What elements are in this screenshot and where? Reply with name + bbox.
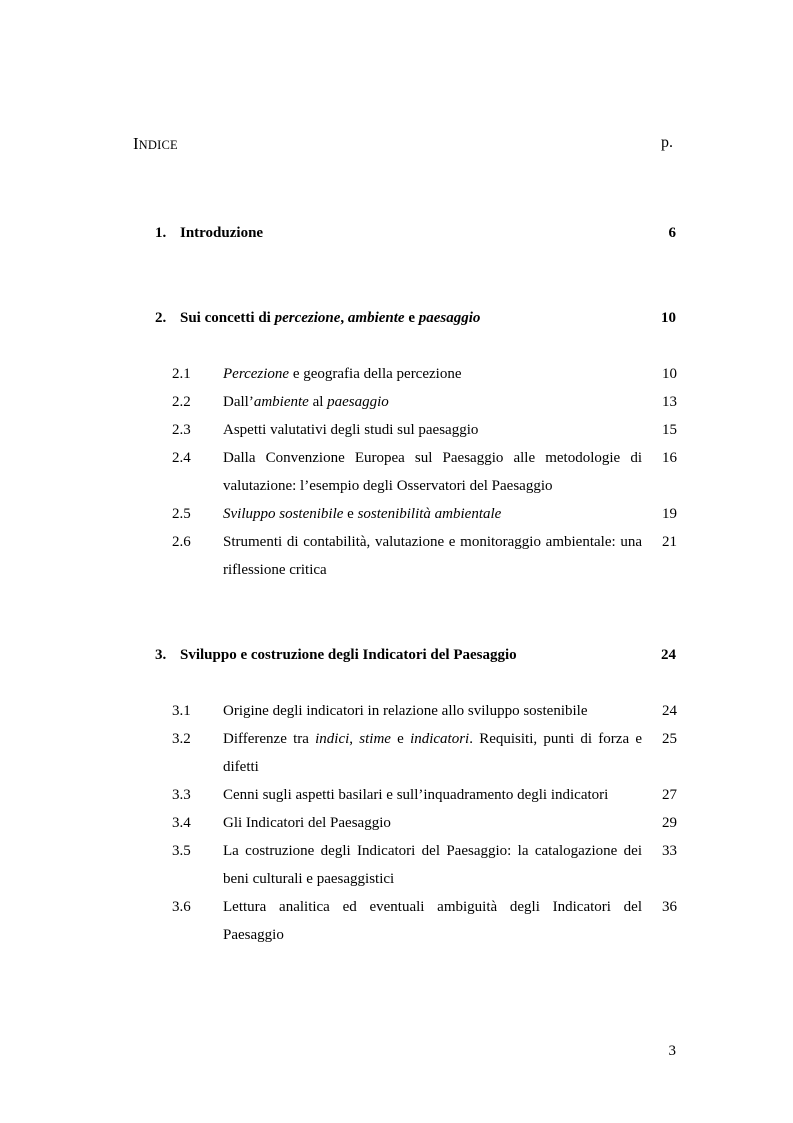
chapter-number: 3. <box>155 647 167 663</box>
section-2-1-number: 2.1 <box>172 366 191 382</box>
chapter-title-part: , <box>340 310 348 326</box>
section-title-part: indicatori <box>410 731 470 747</box>
section-title-part: Dall’ <box>223 394 254 410</box>
section-title-part: sostenibilità ambientale <box>357 506 502 522</box>
chapter-2-title[interactable] <box>155 310 480 327</box>
section-title-part: indici <box>315 731 350 747</box>
chapter-title-part: paesaggio <box>418 310 481 326</box>
section-3-2-number: 3.2 <box>172 731 191 747</box>
section-3-2-title[interactable] <box>223 725 642 781</box>
section-3-6-number: 3.6 <box>172 899 191 915</box>
section-3-5-page: 33 <box>662 843 677 859</box>
section-2-5-title[interactable] <box>223 500 642 528</box>
section-title-part: , <box>349 731 360 747</box>
section-3-3-number: 3.3 <box>172 787 191 803</box>
section-title-part: stime <box>359 731 391 747</box>
section-2-6-number: 2.6 <box>172 534 191 550</box>
section-title-part: paesaggio <box>327 394 389 410</box>
section-2-5-number: 2.5 <box>172 506 191 522</box>
chapter-2-page: 10 <box>661 310 676 326</box>
section-2-3-number: 2.3 <box>172 422 191 438</box>
section-title-part: e <box>343 506 358 522</box>
section-3-6-page: 36 <box>662 899 677 915</box>
section-2-1-title[interactable] <box>223 360 642 388</box>
section-title-part: Sviluppo sostenibile <box>223 506 344 522</box>
section-2-4-title[interactable] <box>223 444 642 500</box>
chapter-title-part: Sviluppo e costruzione degli Indicatori del Paesaggio <box>180 647 517 663</box>
section-3-3-title[interactable] <box>223 781 642 809</box>
section-title-part: Gli Indicatori del Paesaggio <box>223 815 391 831</box>
section-title-part: Lettura analitica ed eventuali ambiguità degli Indicatori del Paesaggio <box>223 899 642 943</box>
section-title-part: Differenze tra <box>223 731 316 747</box>
page-number: 3 <box>668 1043 676 1059</box>
section-2-4-page: 16 <box>662 450 677 466</box>
toc-heading-initial: I <box>133 134 139 153</box>
section-3-1-number: 3.1 <box>172 703 191 719</box>
section-2-2-page: 13 <box>662 394 677 410</box>
chapter-title-part: ambiente <box>347 310 405 326</box>
toc-heading <box>133 134 178 154</box>
section-2-6-page: 21 <box>662 534 677 550</box>
section-2-3-page: 15 <box>662 422 677 438</box>
chapter-title-part: e <box>404 310 419 326</box>
section-2-5-page: 19 <box>662 506 677 522</box>
chapter-title-part: Introduzione <box>180 225 264 241</box>
section-title-part: Strumenti di contabilità, valutazione e monitoraggio ambientale: una riflessione critica <box>223 534 642 578</box>
section-3-3-page: 27 <box>662 787 677 803</box>
section-2-2-number: 2.2 <box>172 394 191 410</box>
chapter-title-part: percezione <box>274 310 341 326</box>
section-3-1-title[interactable] <box>223 697 642 725</box>
chapter-1-page: 6 <box>668 225 676 241</box>
section-2-3-title[interactable] <box>223 416 642 444</box>
section-title-part: . Requisiti, punti di forza e difetti <box>223 731 642 775</box>
section-3-1-page: 24 <box>662 703 677 719</box>
section-title-part: La costruzione degli Indicatori del Paesaggio: la catalogazione dei beni culturali e paesaggistici <box>223 843 642 887</box>
section-2-1-page: 10 <box>662 366 677 382</box>
chapter-3-title[interactable] <box>155 647 517 664</box>
chapter-title-part: Sui concetti di <box>180 310 275 326</box>
section-title-part: Aspetti valutativi degli studi sul paesaggio <box>223 422 479 438</box>
page-column-label: p. <box>661 134 673 151</box>
section-title-part: Origine degli indicatori in relazione allo sviluppo sostenibile <box>223 703 588 719</box>
section-2-2-title[interactable] <box>223 388 642 416</box>
section-title-part: ambiente <box>253 394 309 410</box>
section-title-part: Percezione <box>223 366 290 382</box>
chapter-1-title[interactable] <box>155 225 263 242</box>
toc-heading-rest: NDICE <box>138 138 178 152</box>
chapter-3-page: 24 <box>661 647 676 663</box>
section-3-5-number: 3.5 <box>172 843 191 859</box>
chapter-number: 2. <box>155 310 167 326</box>
section-3-5-title[interactable] <box>223 837 642 893</box>
section-title-part: Cenni sugli aspetti basilari e sull’inquadramento degli indicatori <box>223 787 609 803</box>
section-3-4-title[interactable] <box>223 809 642 837</box>
section-3-4-number: 3.4 <box>172 815 191 831</box>
section-3-4-page: 29 <box>662 815 677 831</box>
section-title-part: e <box>390 731 411 747</box>
chapter-number: 1. <box>155 225 167 241</box>
section-title-part: e geografia della percezione <box>289 366 462 382</box>
section-2-6-title[interactable] <box>223 528 642 584</box>
section-2-4-number: 2.4 <box>172 450 191 466</box>
section-title-part: al <box>308 394 328 410</box>
section-3-2-page: 25 <box>662 731 677 747</box>
section-3-6-title[interactable] <box>223 893 642 949</box>
section-title-part: Dalla Convenzione Europea sul Paesaggio alle metodologie di valutazione: l’esempio degli Osservatori del Paesaggio <box>223 450 642 494</box>
